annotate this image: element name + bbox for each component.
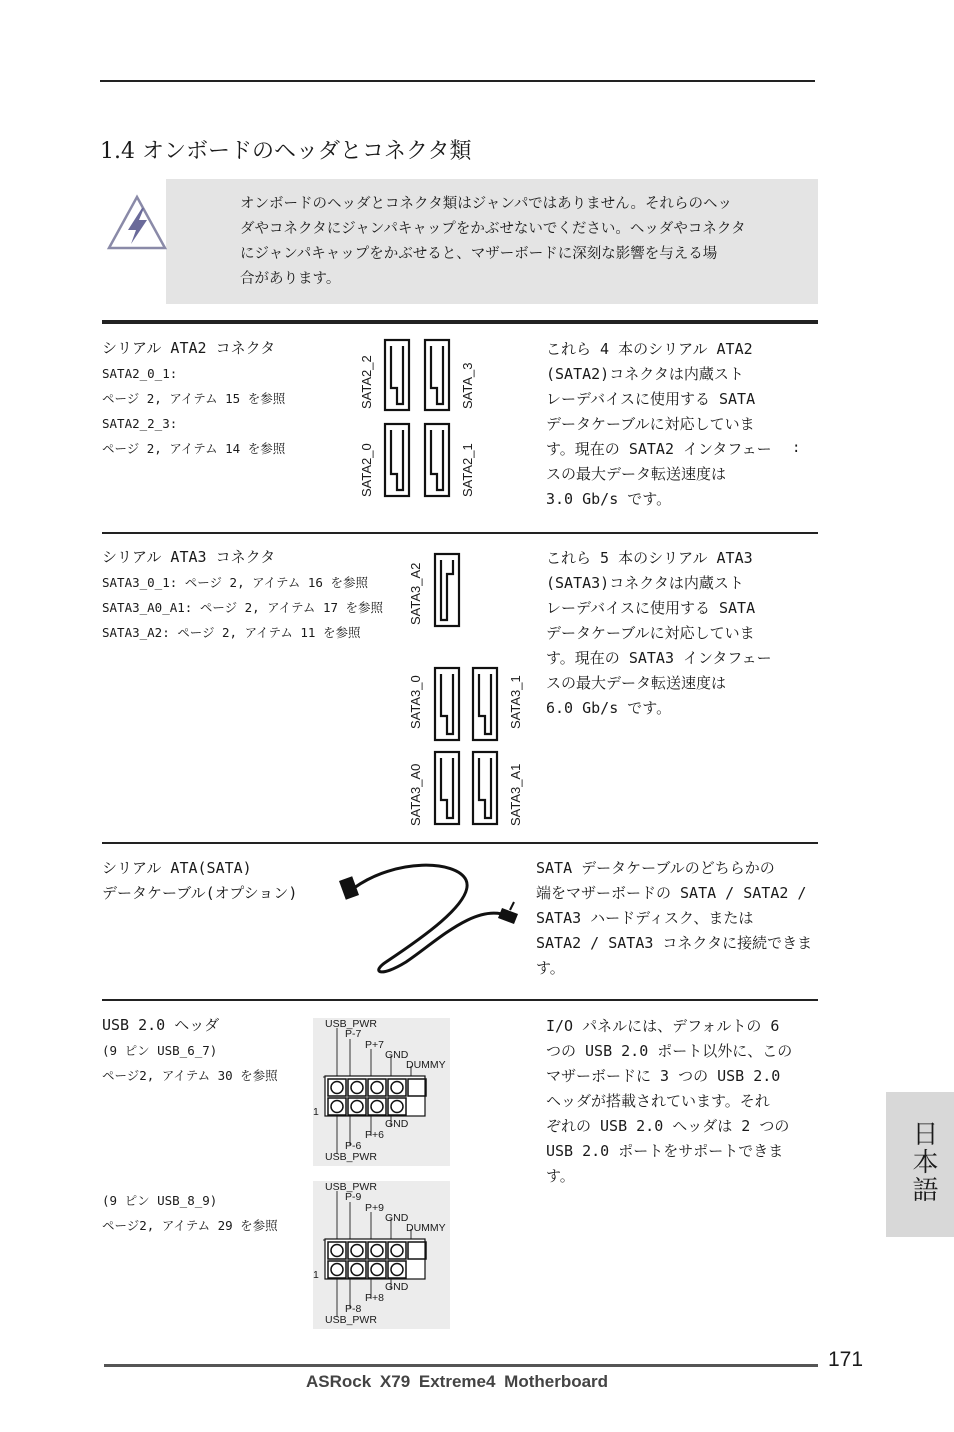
- sata-port: [473, 752, 497, 824]
- desc-line: 6.0 Gb/s です。: [546, 699, 672, 717]
- ref-line: ページ2, アイテム 29 を参照: [102, 1218, 278, 1233]
- sata2-label-top-left: SATA2_2: [359, 355, 374, 409]
- desc-line: 端をマザーボードの SATA / SATA2 /: [536, 884, 807, 902]
- ref-line: (9 ピン USB_6_7): [102, 1043, 218, 1058]
- section-divider: [102, 999, 818, 1001]
- caution-text: [240, 192, 746, 292]
- sata-cable-image: [336, 862, 526, 982]
- sata3-desc: [546, 546, 772, 721]
- ref-line: ページ2, アイテム 30 を参照: [102, 1068, 278, 1083]
- page-number: 171: [828, 1348, 864, 1371]
- caution-line: 合があります。: [240, 271, 341, 287]
- usb-header1-diagram: [313, 1018, 450, 1166]
- usb-header2-refs: [102, 1188, 278, 1238]
- desc-line: す。: [536, 959, 565, 977]
- pin-label: DUMMY: [406, 1059, 446, 1071]
- sata-port: [435, 752, 459, 824]
- ref-line: SATA3_A0_A1: ページ 2, アイテム 17 を参照: [102, 600, 384, 615]
- pin-label: GND: [385, 1281, 409, 1293]
- desc-line: データケーブルに対応していま: [546, 624, 755, 642]
- pin-one-label: 1: [313, 1106, 319, 1118]
- sata-port: [385, 340, 409, 410]
- sata-port: [425, 424, 449, 496]
- sata-port: [473, 668, 497, 740]
- section-divider: [102, 842, 818, 844]
- usb-title: USB 2.0 ヘッダ: [102, 1016, 220, 1034]
- sata-port: [435, 668, 459, 740]
- sata3-refs: [102, 570, 383, 645]
- desc-line: す。: [546, 1167, 575, 1185]
- cable-desc: [536, 856, 812, 981]
- desc-line: これら 4 本のシリアル ATA2: [546, 340, 753, 358]
- sata2-label-top-right: SATA_3: [460, 362, 475, 409]
- pin-label: USB_PWR: [325, 1151, 377, 1163]
- desc-line: す。現在の SATA3 インタフェー: [546, 649, 772, 667]
- warning-triangle-icon: [106, 194, 168, 252]
- sata3-label-a0: SATA3_A0: [408, 763, 423, 826]
- ref-line: SATA2_2_3:: [102, 416, 178, 431]
- desc-line: レーデバイスに使用する SATA: [546, 599, 756, 617]
- sata3-label-a2: SATA3_A2: [408, 562, 423, 625]
- sata3-label-0: SATA3_0: [408, 675, 423, 729]
- desc-line: USB 2.0 ポートをサポートできま: [546, 1142, 784, 1160]
- desc-line: これら 5 本のシリアル ATA3: [546, 549, 753, 567]
- ref-line: ページ 2, アイテム 14 を参照: [102, 441, 286, 456]
- stray-colon: :: [792, 440, 801, 456]
- desc-line: マザーボードに 3 つの USB 2.0: [546, 1067, 781, 1085]
- pin-label: P+7: [365, 1039, 384, 1051]
- caution-line: オンボードのヘッダとコネクタ類はジャンパではありません。それらのヘッ: [240, 196, 732, 212]
- usb-header2-diagram: [313, 1181, 450, 1329]
- cable-title: [102, 856, 297, 906]
- desc-line: ヘッダが搭載されています。それ: [546, 1092, 770, 1110]
- language-tab: [886, 1092, 954, 1237]
- ref-line: SATA3_A2: ページ 2, アイテム 11 を参照: [102, 625, 361, 640]
- desc-line: (SATA2)コネクタは内蔵スト: [546, 365, 744, 383]
- pin-label: P+8: [365, 1292, 384, 1304]
- title-line: シリアル ATA(SATA): [102, 859, 252, 877]
- sata3-connectors: [430, 550, 510, 830]
- sata2-title: シリアル ATA2 コネクタ: [102, 339, 276, 357]
- footer-rule: [104, 1364, 818, 1367]
- pin-label: USB_PWR: [325, 1181, 377, 1193]
- pin-label: P+6: [365, 1129, 384, 1141]
- pin-label: P-6: [345, 1140, 362, 1152]
- desc-line: スの最大データ転送速度は: [546, 465, 727, 483]
- sata-port: [425, 340, 449, 410]
- sata2-desc: [546, 337, 772, 512]
- ref-line: SATA2_0_1:: [102, 366, 178, 381]
- pin-label: P-7: [345, 1028, 362, 1040]
- pin-label: GND: [385, 1049, 409, 1061]
- desc-line: I/O パネルには、デフォルトの 6: [546, 1017, 780, 1035]
- sata2-label-bottom-left: SATA2_0: [359, 443, 374, 497]
- desc-line: ぞれの USB 2.0 ヘッダは 2 つの: [546, 1117, 790, 1135]
- ref-line: SATA3_0_1: ページ 2, アイテム 16 を参照: [102, 575, 368, 590]
- sata3-label-1: SATA3_1: [508, 675, 523, 729]
- pin-label: USB_PWR: [325, 1018, 377, 1030]
- sata2-connectors: [380, 336, 460, 500]
- sata3-label-a1: SATA3_A1: [508, 763, 523, 826]
- caution-line: にジャンパキャップをかぶせると、マザーボードに深刻な影響を与える場: [240, 246, 718, 262]
- desc-line: SATA3 ハードディスク、または: [536, 909, 754, 927]
- usb-header1-refs: [102, 1038, 278, 1088]
- section-title: 1.4 オンボードのヘッダとコネクタ類: [100, 139, 472, 164]
- sata-port: [385, 424, 409, 496]
- top-rule: [100, 80, 815, 82]
- pin-label: P-9: [345, 1191, 362, 1203]
- desc-line: データケーブルに対応していま: [546, 415, 755, 433]
- ref-line: ページ 2, アイテム 15 を参照: [102, 391, 286, 406]
- desc-line: レーデバイスに使用する SATA: [546, 390, 756, 408]
- sata2-label-bottom-right: SATA2_1: [460, 443, 475, 497]
- pin-label: DUMMY: [406, 1222, 446, 1234]
- pin-label: USB_PWR: [325, 1314, 377, 1326]
- title-line: データケーブル(オプション): [102, 884, 298, 902]
- desc-line: SATA2 / SATA3 コネクタに接続できま: [536, 934, 813, 952]
- desc-line: つの USB 2.0 ポート以外に、この: [546, 1042, 793, 1060]
- pin-label: GND: [385, 1212, 409, 1224]
- footer-product: ASRock X79 Extreme4 Motherboard: [306, 1372, 609, 1391]
- sata2-refs: [102, 361, 285, 461]
- caution-line: ダやコネクタにジャンパキャップをかぶせないでください。ヘッダやコネクタ: [240, 221, 746, 237]
- section-divider: [102, 320, 818, 324]
- pin-label: GND: [385, 1118, 409, 1130]
- pin-label: P+9: [365, 1202, 384, 1214]
- desc-line: 3.0 Gb/s です。: [546, 490, 672, 508]
- desc-line: スの最大データ転送速度は: [546, 674, 727, 692]
- desc-line: す。現在の SATA2 インタフェー: [546, 440, 772, 458]
- pin-label: P-8: [345, 1303, 362, 1315]
- language-tab-label: 日本語: [908, 1120, 938, 1204]
- sata3-title: シリアル ATA3 コネクタ: [102, 548, 276, 566]
- desc-line: SATA データケーブルのどちらかの: [536, 859, 775, 877]
- pin-one-label: 1: [313, 1269, 319, 1281]
- desc-line: (SATA3)コネクタは内蔵スト: [546, 574, 744, 592]
- sata-port: [435, 554, 459, 626]
- ref-line: (9 ピン USB_8_9): [102, 1193, 218, 1208]
- section-divider: [102, 532, 818, 534]
- usb-desc: [546, 1014, 792, 1189]
